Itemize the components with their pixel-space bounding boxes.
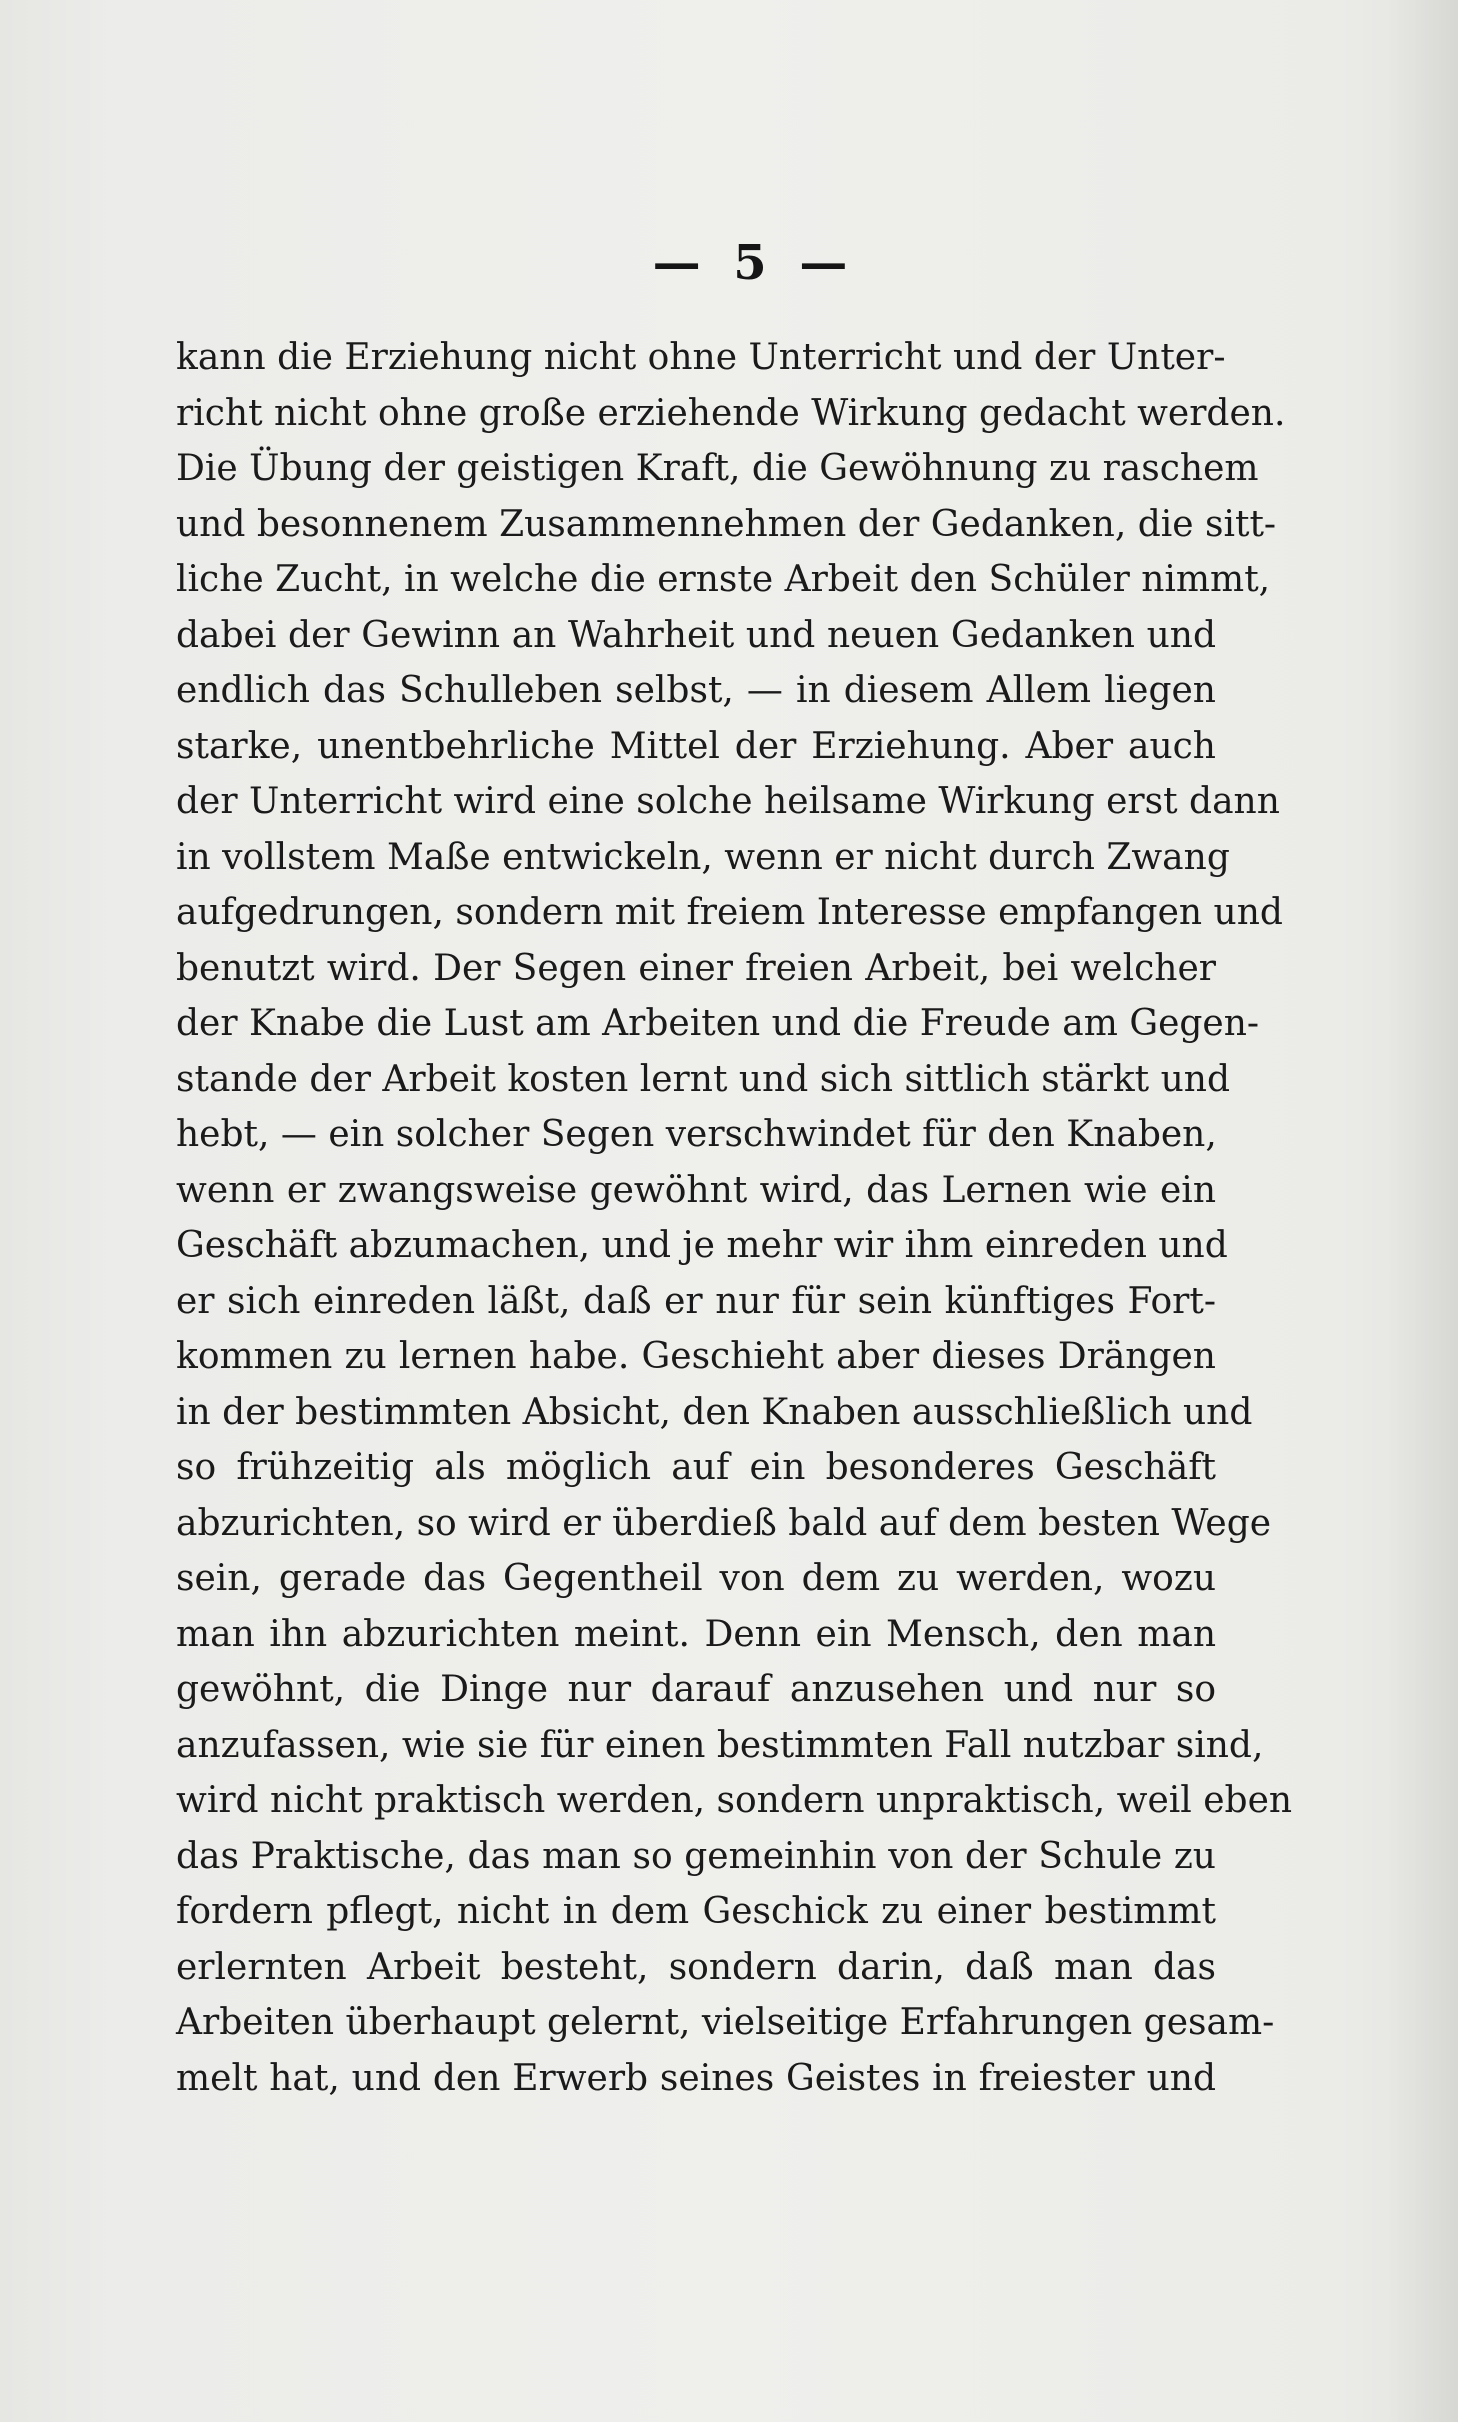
text-line: Arbeiten überhaupt gelernt, vielseitige Erfahrungen gesam- — [176, 2002, 1275, 2043]
text-line: der Knabe die Lust am Arbeiten und die Freude am Gegen- — [176, 1003, 1260, 1044]
page-number: — 5 — — [652, 235, 856, 291]
text-line: er sich einreden läßt, daß er nur für sein künftiges Fort- — [176, 1280, 1216, 1322]
body-text — [176, 330, 1293, 2106]
text-line: in vollstem Maße entwickeln, wenn er nicht durch Zwang — [176, 836, 1230, 878]
text-line: Geschäft abzumachen, und je mehr wir ihm einreden und — [176, 1225, 1228, 1266]
text-line: melt hat, und den Erwerb seines Geistes in freiester und — [176, 2057, 1216, 2099]
text-line: in der bestimmten Absicht, den Knaben ausschließlich und — [176, 1391, 1253, 1433]
text-line: abzurichten, so wird er überdieß bald auf dem besten Wege — [176, 1502, 1272, 1544]
page-header — [0, 228, 1458, 298]
text-line: man ihn abzurichten meint. Denn ein Mensch, den man — [176, 1613, 1216, 1655]
text-line: fordern pflegt, nicht in dem Geschick zu einer bestimmt — [176, 1891, 1216, 1932]
text-line: kommen zu lernen habe. Geschieht aber dieses Drängen — [176, 1336, 1216, 1377]
text-line: kann die Erziehung nicht ohne Unterricht und der Unter- — [176, 337, 1226, 378]
text-line: aufgedrungen, sondern mit freiem Interesse empfangen und — [176, 892, 1283, 933]
text-line: so frühzeitig als möglich auf ein besonderes Geschäft — [176, 1447, 1216, 1488]
page-edge-shadow — [1388, 0, 1458, 2422]
text-line: wenn er zwangsweise gewöhnt wird, das Lernen wie ein — [176, 1169, 1216, 1211]
text-line: endlich das Schulleben selbst, — in diesem Allem liegen — [176, 670, 1216, 711]
text-line: das Praktische, das man so gemeinhin von der Schule zu — [176, 1835, 1216, 1877]
text-line: richt nicht ohne große erziehende Wirkung gedacht werden. — [176, 392, 1286, 434]
text-line: erlernten Arbeit besteht, sondern darin, daß man das — [176, 1946, 1216, 1988]
text-line: der Unterricht wird eine solche heilsame Wirkung erst dann — [176, 781, 1280, 822]
text-line: und besonnenem Zusammennehmen der Gedanken, die sitt- — [176, 503, 1277, 545]
text-line: stande der Arbeit kosten lernt und sich sittlich stärkt und — [176, 1058, 1230, 1100]
text-line: Die Übung der geistigen Kraft, die Gewöhnung zu raschem — [176, 448, 1259, 489]
text-line: anzufassen, wie sie für einen bestimmten Fall nutzbar sind, — [176, 1724, 1264, 1766]
text-line: gewöhnt, die Dinge nur darauf anzusehen und nur so — [176, 1669, 1216, 1710]
text-line: starke, unentbehrliche Mittel der Erziehung. Aber auch — [176, 725, 1216, 767]
text-line: hebt, — ein solcher Segen verschwindet für den Knaben, — [176, 1114, 1217, 1155]
text-line: liche Zucht, in welche die ernste Arbeit den Schüler nimmt, — [176, 559, 1271, 600]
text-line: wird nicht praktisch werden, sondern unpraktisch, weil eben — [176, 1780, 1293, 1821]
text-line: dabei der Gewinn an Wahrheit und neuen Gedanken und — [176, 614, 1216, 656]
text-line: benutzt wird. Der Segen einer freien Arbeit, bei welcher — [176, 947, 1216, 989]
text-line: sein, gerade das Gegentheil von dem zu werden, wozu — [176, 1558, 1216, 1599]
